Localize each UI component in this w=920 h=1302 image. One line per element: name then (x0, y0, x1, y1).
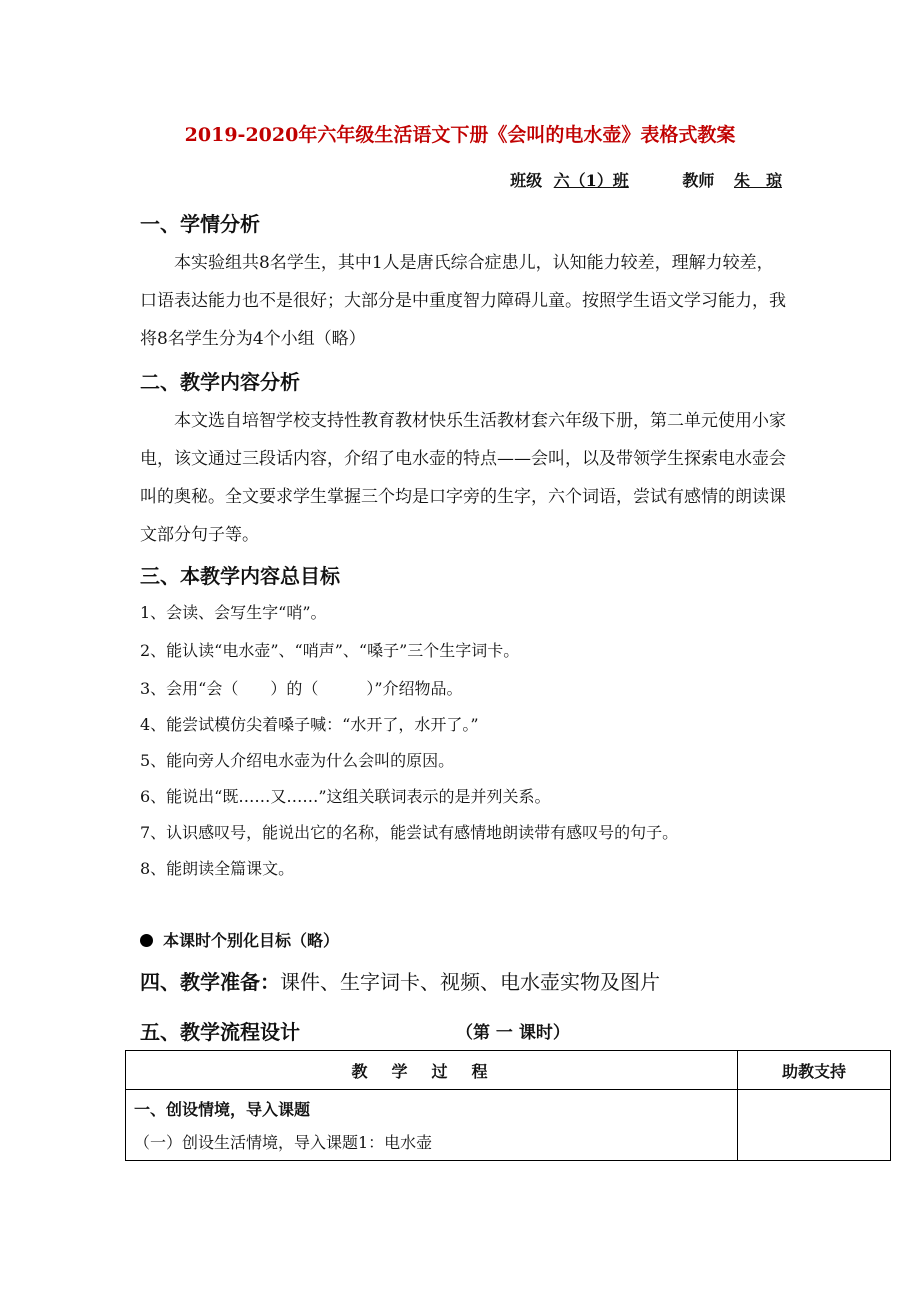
section-4-heading: 四、教学准备： (140, 970, 280, 994)
section-5-heading: 五、教学流程设计 (140, 1020, 300, 1044)
support-cell (738, 1090, 891, 1161)
section-3-heading: 三、本教学内容总目标 (140, 564, 340, 588)
goal-item: 3、会用“会（ ）的（ ）”介绍物品。 (140, 679, 463, 698)
table-row (126, 1090, 891, 1161)
class-label: 班级 (510, 171, 543, 190)
bullet-dot-icon (140, 934, 153, 947)
individual-goal-bullet (140, 928, 339, 951)
class-value: 六（1）班 (553, 171, 629, 190)
process-step-heading: 一、创设情境，导入课题 (134, 1100, 311, 1119)
goal-item: 2、能认读“电水壶”、“哨声”、“嗓子”三个生字词卡。 (140, 641, 520, 660)
section-4-text: 课件、生字词卡、视频、电水壶实物及图片 (280, 970, 660, 994)
session-label: （第 一 课时） (456, 1023, 570, 1043)
goal-item: 1、会读、会写生字“哨”。 (140, 603, 327, 622)
section-2-heading: 二、教学内容分析 (140, 370, 300, 394)
document-title: 2019-2020年六年级生活语文下册《会叫的电水壶》表格式教案 (184, 124, 736, 146)
section-1-heading: 一、学情分析 (140, 212, 260, 236)
section-2-text: 本文选自培智学校支持性教育教材快乐生活教材套六年级下册，第二单元使用小家电，该文通过三段话内容，介绍了电水壶的特点——会叫，以及带领学生探索电水壶会叫的奥秘。全文要求学生掌握三个均是口字旁的生字，六个词语，尝试有感情的朗读课文部分句子等。 (140, 411, 786, 545)
goal-item: 4、能尝试模仿尖着嗓子喊：“水开了，水开了。” (140, 715, 479, 734)
bullet-text: 本课时个别化目标（略） (163, 931, 340, 950)
section-4 (140, 966, 660, 995)
header-teaching-process: 教学过程 (126, 1051, 738, 1090)
process-cell (126, 1090, 738, 1161)
teacher-label: 教师 (682, 171, 715, 190)
goal-item: 8、能朗读全篇课文。 (140, 859, 295, 878)
section-1-text: 本实验组共8名学生，其中1人是唐氏综合症患儿，认知能力较差，理解力较差，口语表达能力也不是很好；大部分是中重度智力障碍儿童。按照学生语文学习能力，我将8名学生分为4个小组（略） (140, 253, 786, 349)
section-5 (140, 1016, 570, 1045)
teaching-process-table (125, 1050, 891, 1161)
class-teacher-line (0, 168, 782, 191)
header-assistant-support: 助教支持 (738, 1051, 891, 1090)
process-step-detail: （一）创设生活情境，导入课题1：电水壶 (134, 1133, 433, 1152)
teacher-value: 朱 琼 (733, 171, 782, 190)
goal-item: 5、能向旁人介绍电水壶为什么会叫的原因。 (140, 751, 455, 770)
goal-item: 7、认识感叹号，能说出它的名称，能尝试有感情地朗读带有感叹号的句子。 (140, 823, 679, 842)
goal-item: 6、能说出“既……又……”这组关联词表示的是并列关系。 (140, 787, 551, 806)
table-header-row (126, 1051, 891, 1090)
